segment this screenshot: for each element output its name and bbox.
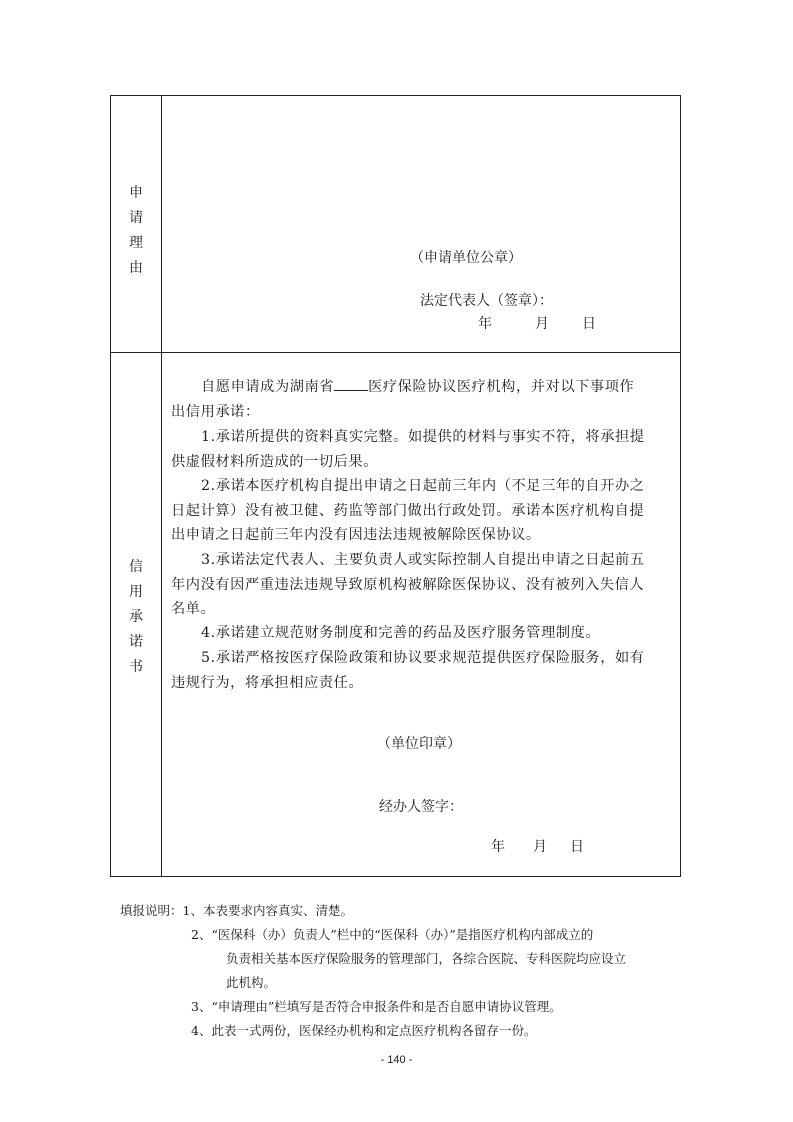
intro-text-before: 自愿申请成为湖南省 <box>201 379 335 395</box>
note-2-line-1: 2、“医保科（办）负责人”栏中的“医保科（办）”是指医疗机构内部成立的 <box>191 927 594 942</box>
note-2-line-2: 负责相关基本医疗保险服务的管理部门，各综合医院、专科医院均应设立 <box>226 951 627 966</box>
item-5-line-2: 违规行为，将承担相应责任。 <box>171 674 364 691</box>
item-1-line-1: 1.承诺所提供的资料真实完整。如提供的材料与事实不符，将承担提 <box>201 429 645 445</box>
item-3-line-2: 年内没有因严重违法违规导致原机构被解除医保协议、没有被列入失信人 <box>171 576 645 593</box>
label-char: 用 <box>129 584 143 600</box>
commitment-item-5 <box>171 646 673 695</box>
label-char: 诺 <box>129 634 143 650</box>
handler-signature-text: 经办人签字： <box>379 799 463 815</box>
intro-text-after: 医疗保险协议医疗机构，并对以下事项作 <box>368 379 635 395</box>
label-char: 承 <box>129 609 143 625</box>
page-number: - 140 - <box>380 1054 413 1066</box>
notes-title: 填报说明： <box>120 903 183 918</box>
commitment-label <box>111 555 161 680</box>
apply-reason-label <box>111 181 161 281</box>
date-day: 日 <box>570 839 584 855</box>
date-month: 月 <box>535 316 549 332</box>
item-5-line-1: 5.承诺严格按医疗保险政策和协议要求规范提供医疗保险服务，如有 <box>201 650 645 666</box>
section-divider <box>110 352 681 353</box>
item-3-line-1: 3.承诺法定代表人、主要负责人或实际控制人自提出申请之日起前五 <box>201 552 645 568</box>
item-3-line-3: 名单。 <box>171 601 216 617</box>
commitment-item-4 <box>171 621 673 646</box>
note-2 <box>191 923 593 947</box>
province-blank-line <box>334 376 368 391</box>
label-column-divider <box>161 95 162 877</box>
commitment-item-1 <box>171 425 673 474</box>
note-2-line-3: 此机构。 <box>226 975 277 990</box>
commitment-intro <box>171 375 673 424</box>
note-4: 4、此表一式两份，医保经办机构和定点医疗机构各留存一份。 <box>191 1023 537 1038</box>
note-1: 1、本表要求内容真实、清楚。 <box>182 903 353 918</box>
notes-lead <box>120 899 353 923</box>
label-char: 信 <box>129 559 143 575</box>
note-2-continued <box>226 947 626 995</box>
label-char: 书 <box>129 659 143 675</box>
note-3: 3、“申请理由”栏填写是否符合申报条件和是否自愿申请协议管理。 <box>191 999 562 1014</box>
applicant-seal-text: （申请单位公章） <box>410 250 522 266</box>
item-1-line-2: 供虚假材料所造成的一切后果。 <box>171 453 379 470</box>
label-char: 请 <box>129 210 143 226</box>
item-2-line-2: 日起计算）没有被卫健、药监等部门做出行政处罚。承诺本医疗机构自提 <box>171 502 645 519</box>
unit-seal-text: （单位印章） <box>377 736 461 752</box>
date-year: 年 <box>478 316 492 332</box>
date-year: 年 <box>491 839 505 855</box>
legal-rep-signature-text: 法定代表人（签章）： <box>420 293 553 309</box>
commitment-item-2 <box>171 474 673 548</box>
label-char: 理 <box>129 235 143 251</box>
date-day: 日 <box>582 316 596 332</box>
commitment-item-3 <box>171 548 673 622</box>
date-month: 月 <box>533 839 547 855</box>
label-char: 申 <box>129 185 143 201</box>
item-4-line-1: 4.承诺建立规范财务制度和完善的药品及医疗服务管理制度。 <box>201 625 601 641</box>
item-2-line-1: 2.承诺本医疗机构自提出申请之日起前三年内（不足三年的自开办之 <box>201 478 645 494</box>
label-char: 由 <box>129 260 143 276</box>
intro-line-2: 出信用承诺： <box>171 403 260 420</box>
item-2-line-3: 出申请之日起前三年内没有因违法违规被解除医保协议。 <box>171 527 541 543</box>
